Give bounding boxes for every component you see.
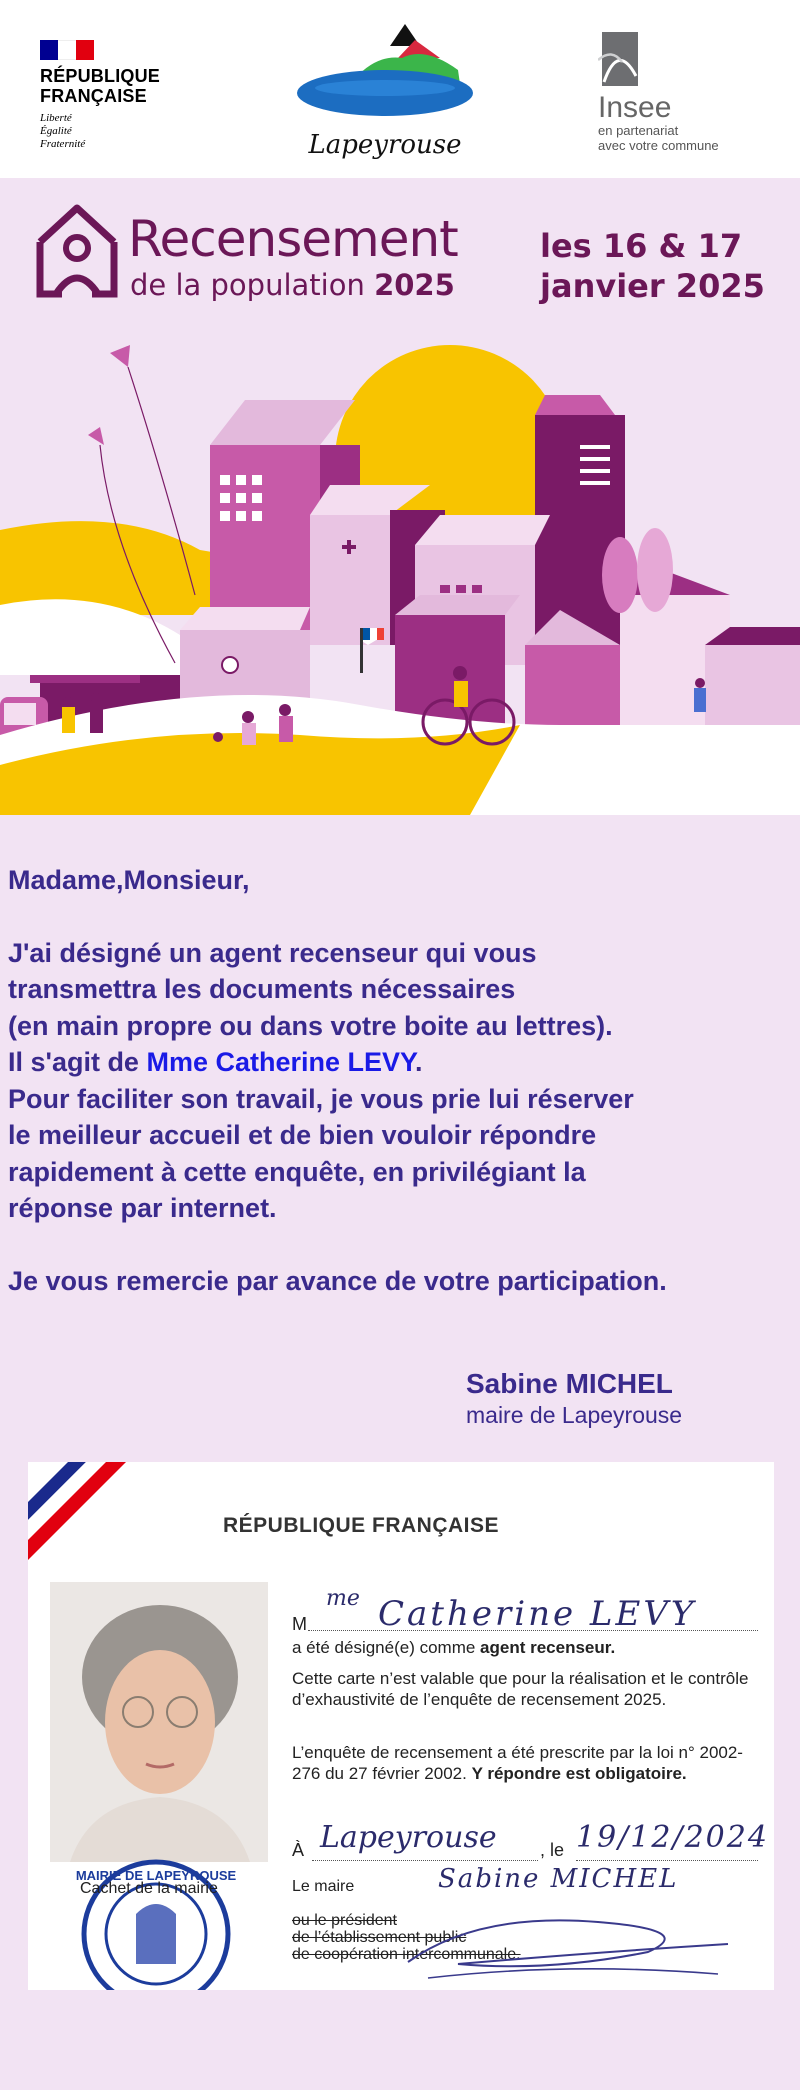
census-agent-card [28, 1462, 774, 2002]
letter-line: (en main propre ou dans votre boite au lettres). [8, 1010, 613, 1041]
signature-role: maire de Lapeyrouse [466, 1402, 683, 1428]
handwritten-date: 19/12/2024 [576, 1820, 769, 1855]
letter-line-agent [8, 1044, 798, 1081]
mairie-seal-stamp [76, 1854, 236, 2002]
handwritten-mayor-name: Sabine MICHEL [438, 1864, 679, 1894]
thanks-line: Je vous remercie par avance de votre participation. [8, 1265, 667, 1296]
french-flag-icon [40, 40, 94, 60]
handwritten-place: Lapeyrouse [320, 1820, 497, 1855]
designation-role: agent recenseur. [480, 1638, 616, 1657]
letter-line: transmettra les documents nécessaires [8, 974, 516, 1004]
card-law-text [292, 1742, 754, 1784]
letter-line: réponse par internet. [8, 1193, 277, 1223]
census-dates [540, 226, 765, 306]
republique-francaise-logo [40, 40, 160, 151]
seal-text-top: MAIRIE DE LAPEYROUSE [76, 1868, 236, 1883]
designation-prefix: a été désigné(e) comme [292, 1638, 481, 1657]
insee-mark-icon [598, 32, 638, 86]
name-dotted-line [308, 1630, 758, 1631]
letter-line: rapidement à cette enquête, en privilégiant la [8, 1156, 586, 1187]
card-m-prefix: M [292, 1614, 307, 1634]
house-person-icon [32, 200, 122, 300]
rf-title: RÉPUBLIQUE FRANÇAISE [40, 66, 161, 106]
handwritten-agent-name: Catherine LEVY [378, 1594, 697, 1634]
subtitle-year: 2025 [374, 268, 455, 302]
census-town-illustration [0, 345, 800, 815]
law-text: L’enquête de recensement a été prescrite par la loi n° 2002-276 du 27 février 2002. [292, 1743, 743, 1783]
greeting: Madame,Monsieur, [8, 865, 250, 895]
handwritten-title: me [326, 1586, 360, 1611]
card-validity-text: Cette carte n’est valable que pour la réalisation et le contrôle d’exhaustivité de l’enquête de recensement 2025. [292, 1669, 749, 1709]
date-prefix: , le [540, 1840, 565, 1860]
header-bar [0, 0, 800, 178]
recensement-title: Recensement [128, 210, 458, 268]
letter-line: J'ai désigné un agent recenseur qui vous [8, 937, 537, 968]
recensement-subtitle [130, 268, 455, 302]
letter-body [8, 862, 798, 1299]
place-dotted-line [312, 1860, 538, 1861]
maire-label: Le maire [292, 1878, 355, 1895]
seal-text-bottom: R.F. [145, 1988, 167, 2002]
agent-suffix: . [415, 1047, 423, 1077]
dates-line-1: les 16 & 17 [540, 227, 743, 265]
agent-prefix: Il s'agit de [8, 1047, 147, 1077]
insee-logo [598, 32, 758, 153]
place-prefix: À [292, 1840, 305, 1860]
lapeyrouse-wordmark: Lapeyrouse [308, 130, 462, 160]
subtitle-prefix: de la population [130, 268, 365, 302]
lapeyrouse-landscape-icon [290, 18, 480, 133]
agent-name: Mme Catherine LEVY [146, 1047, 416, 1077]
struck-president-text: ou le président de l’établissement public de coopération intercommunale. [292, 1912, 521, 1963]
agent-photo [50, 1582, 268, 1862]
designation-line [292, 1638, 615, 1658]
tricolor-ribbon-icon [28, 1462, 168, 1602]
lapeyrouse-logo [290, 18, 480, 158]
insee-wordmark: Insee [598, 91, 672, 124]
cachet-label: Cachet de la mairie [80, 1880, 218, 1897]
card-heading: RÉPUBLIQUE FRANÇAISE [223, 1514, 500, 1537]
agent-portrait-image [50, 1582, 268, 1862]
dates-line-2: janvier 2025 [540, 267, 765, 305]
signature-name: Sabine MICHEL [466, 1368, 673, 1399]
law-bold: Y répondre est obligatoire. [471, 1764, 687, 1783]
rf-motto: Liberté Égalité Fraternité [40, 112, 86, 150]
date-dotted-line [576, 1860, 758, 1861]
mayor-signature-icon [398, 1902, 738, 1990]
letter-line: le meilleur accueil et de bien vouloir répondre [8, 1120, 597, 1150]
insee-subtitle: en partenariat avec votre commune [598, 123, 719, 153]
letter-line: Pour faciliter son travail, je vous prie lui réserver [8, 1083, 634, 1114]
